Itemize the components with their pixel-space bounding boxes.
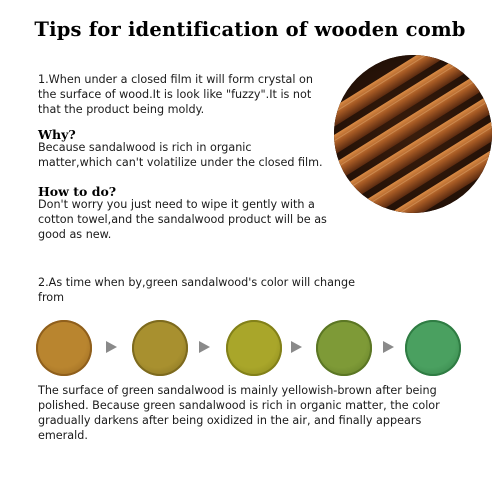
why-heading: Why?	[38, 127, 76, 142]
how-heading: How to do?	[38, 184, 117, 199]
arrow-right-icon	[383, 341, 394, 353]
description-text: The surface of green sandalwood is mainly yellowish-brown after being polished. Because green sandalwood is rich in organic matter, the color gradually darkens after being oxidized in the air, and finally appears emerald.	[38, 384, 440, 442]
tip-2-intro: 2.As time when by,green sandalwood's color will change from	[38, 276, 356, 304]
how-text: Don't worry you just need to wipe it gently with a cotton towel,and the sandalwood product will be as good as new.	[38, 198, 327, 241]
color-swatch-2	[132, 320, 188, 376]
arrow-right-icon	[291, 341, 302, 353]
comb-teeth-illustration	[334, 55, 492, 213]
why-text: Because sandalwood is rich in organic matter,which can't volatilize under the closed film.	[38, 141, 323, 169]
page-title: Tips for identification of wooden comb	[34, 18, 466, 41]
color-swatch-1	[36, 320, 92, 376]
tip-1-intro: 1.When under a closed film it will form crystal on the surface of wood.It is look like "fuzzy".It is not that the product being moldy.	[38, 73, 313, 116]
arrow-right-icon	[199, 341, 210, 353]
color-swatch-4	[316, 320, 372, 376]
arrow-right-icon	[106, 341, 117, 353]
color-swatch-5	[405, 320, 461, 376]
color-swatch-3	[226, 320, 282, 376]
comb-closeup-photo	[334, 55, 492, 213]
